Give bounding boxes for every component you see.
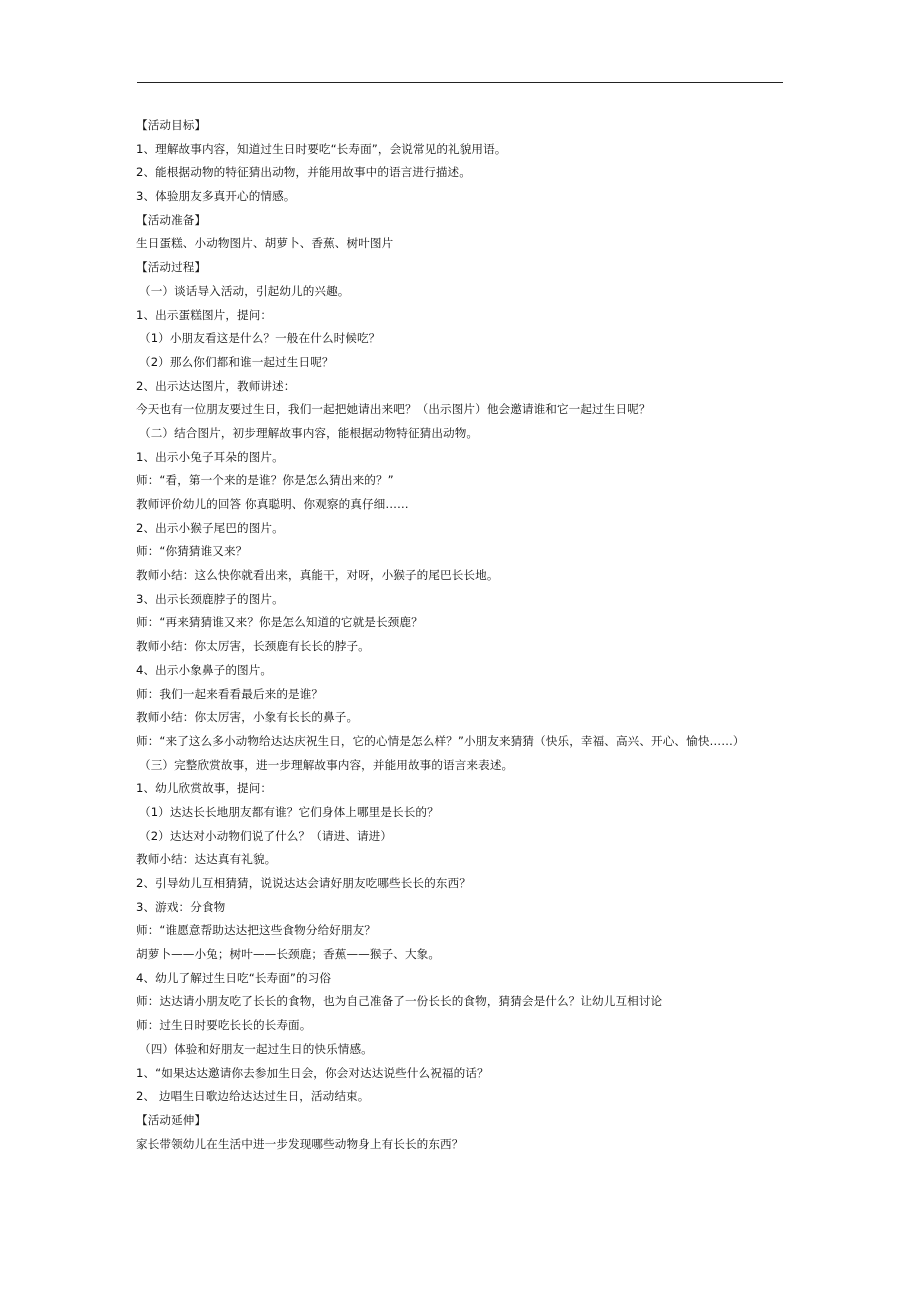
text-line: 2、出示小猴子尾巴的图片。 <box>136 520 284 535</box>
text-line: （2）那么你们都和谁一起过生日呢？ <box>139 354 334 369</box>
text-line: 教师小结：这么快你就看出来，真能干，对呀，小猴子的尾巴长长地。 <box>136 568 499 583</box>
text-line: 1、出示蛋糕图片，提问： <box>136 307 273 322</box>
text-line: 2、引导幼儿互相猜猜，说说达达会请好朋友吃哪些长长的东西？ <box>136 876 471 890</box>
section-heading-extension: 【活动延伸】 <box>136 1112 207 1127</box>
text-line: 教师小结：你太厉害，长颈鹿有长长的脖子。 <box>136 639 370 654</box>
subsection-heading: （四）体验和好朋友一起过生日的快乐情感。 <box>139 1041 373 1056</box>
text-line: 今天也有一位朋友要过生日，我们一起把她请出来吧？（出示图片）他会邀请谁和它一起过生日呢？ <box>136 402 651 417</box>
text-line: 师：过生日时要吃长长的长寿面。 <box>136 1018 312 1033</box>
text-line: （1）达达长长地朋友都有谁？它们身体上哪里是长长的？ <box>139 804 439 819</box>
text-line: 师：“来了这么多小动物给达达庆祝生日，它的心情是怎么样？”小朋友来猜猜（快乐，幸福、高兴、开心、愉快……） <box>136 733 745 748</box>
text-line: 师：“看，第一个来的是谁？你是怎么猜出来的？” <box>136 473 394 488</box>
section-heading-preparation: 【活动准备】 <box>136 212 207 227</box>
text-line: 1、“如果达达邀请你去参加生日会，你会对达达说些什么祝福的话？ <box>136 1065 489 1080</box>
text-line: 1、幼儿欣赏故事，提问： <box>136 781 273 796</box>
text-line: 3、出示长颈鹿脖子的图片。 <box>136 591 284 606</box>
text-line: 师：达达请小朋友吃了长长的食物，也为自己准备了一份长长的食物，猜猜会是什么？让幼儿互相讨论 <box>136 994 663 1009</box>
document-body <box>136 114 796 1156</box>
text-line: 师：“谁愿意帮助达达把这些食物分给好朋友？ <box>136 923 376 938</box>
text-line: 2、 边唱生日歌边给达达过生日，活动结束。 <box>136 1089 370 1104</box>
text-line: 师：我们一起来看看最后来的是谁？ <box>136 686 324 701</box>
text-line: 师：“你猜猜谁又来？ <box>136 544 248 559</box>
text-line: 教师小结：达达真有礼貌。 <box>136 852 277 867</box>
subsection-heading: （二）结合图片，初步理解故事内容，能根据动物特征猜出动物。 <box>139 425 479 440</box>
text-line: 4、幼儿了解过生日吃“长寿面”的习俗 <box>136 970 332 985</box>
text-line: 师：“再来猜猜谁又来？你是怎么知道的它就是长颈鹿？ <box>136 615 423 630</box>
text-line: 2、能根据动物的特征猜出动物，并能用故事中的语言进行描述。 <box>136 165 471 180</box>
text-line: 教师小结：你太厉害，小象有长长的鼻子。 <box>136 710 359 725</box>
text-line: （1）小朋友看这是什么？一般在什么时候吃？ <box>139 331 381 346</box>
text-line: 4、出示小象鼻子的图片。 <box>136 662 273 677</box>
text-line: 胡萝卜——小兔；树叶——长颈鹿；香蕉——猴子、大象。 <box>136 947 441 962</box>
subsection-heading: （三）完整欣赏故事，进一步理解故事内容，并能用故事的语言来表述。 <box>139 757 514 772</box>
subsection-heading: （一）谈话导入活动，引起幼儿的兴趣。 <box>139 283 350 298</box>
text-line: 1、理解故事内容，知道过生日时要吃“长寿面”，会说常见的礼貌用语。 <box>136 141 507 156</box>
header-rule <box>137 82 783 83</box>
text-line: 2、出示达达图片，教师讲述： <box>136 378 296 393</box>
text-line: 3、游戏：分食物 <box>136 899 226 914</box>
text-line: 教师评价幼儿的回答 你真聪明、你观察的真仔细…… <box>136 497 409 511</box>
text-line: （2）达达对小动物们说了什么？（请进、请进） <box>139 828 393 843</box>
text-line: 家长带领幼儿在生活中进一步发现哪些动物身上有长长的东西？ <box>136 1136 464 1151</box>
text-line: 1、出示小兔子耳朵的图片。 <box>136 449 284 464</box>
section-heading-process: 【活动过程】 <box>136 260 207 275</box>
text-line: 生日蛋糕、小动物图片、胡萝卜、香蕉、树叶图片 <box>136 236 394 251</box>
section-heading-goals: 【活动目标】 <box>136 118 207 132</box>
text-line: 3、体验朋友多真开心的情感。 <box>136 189 296 204</box>
